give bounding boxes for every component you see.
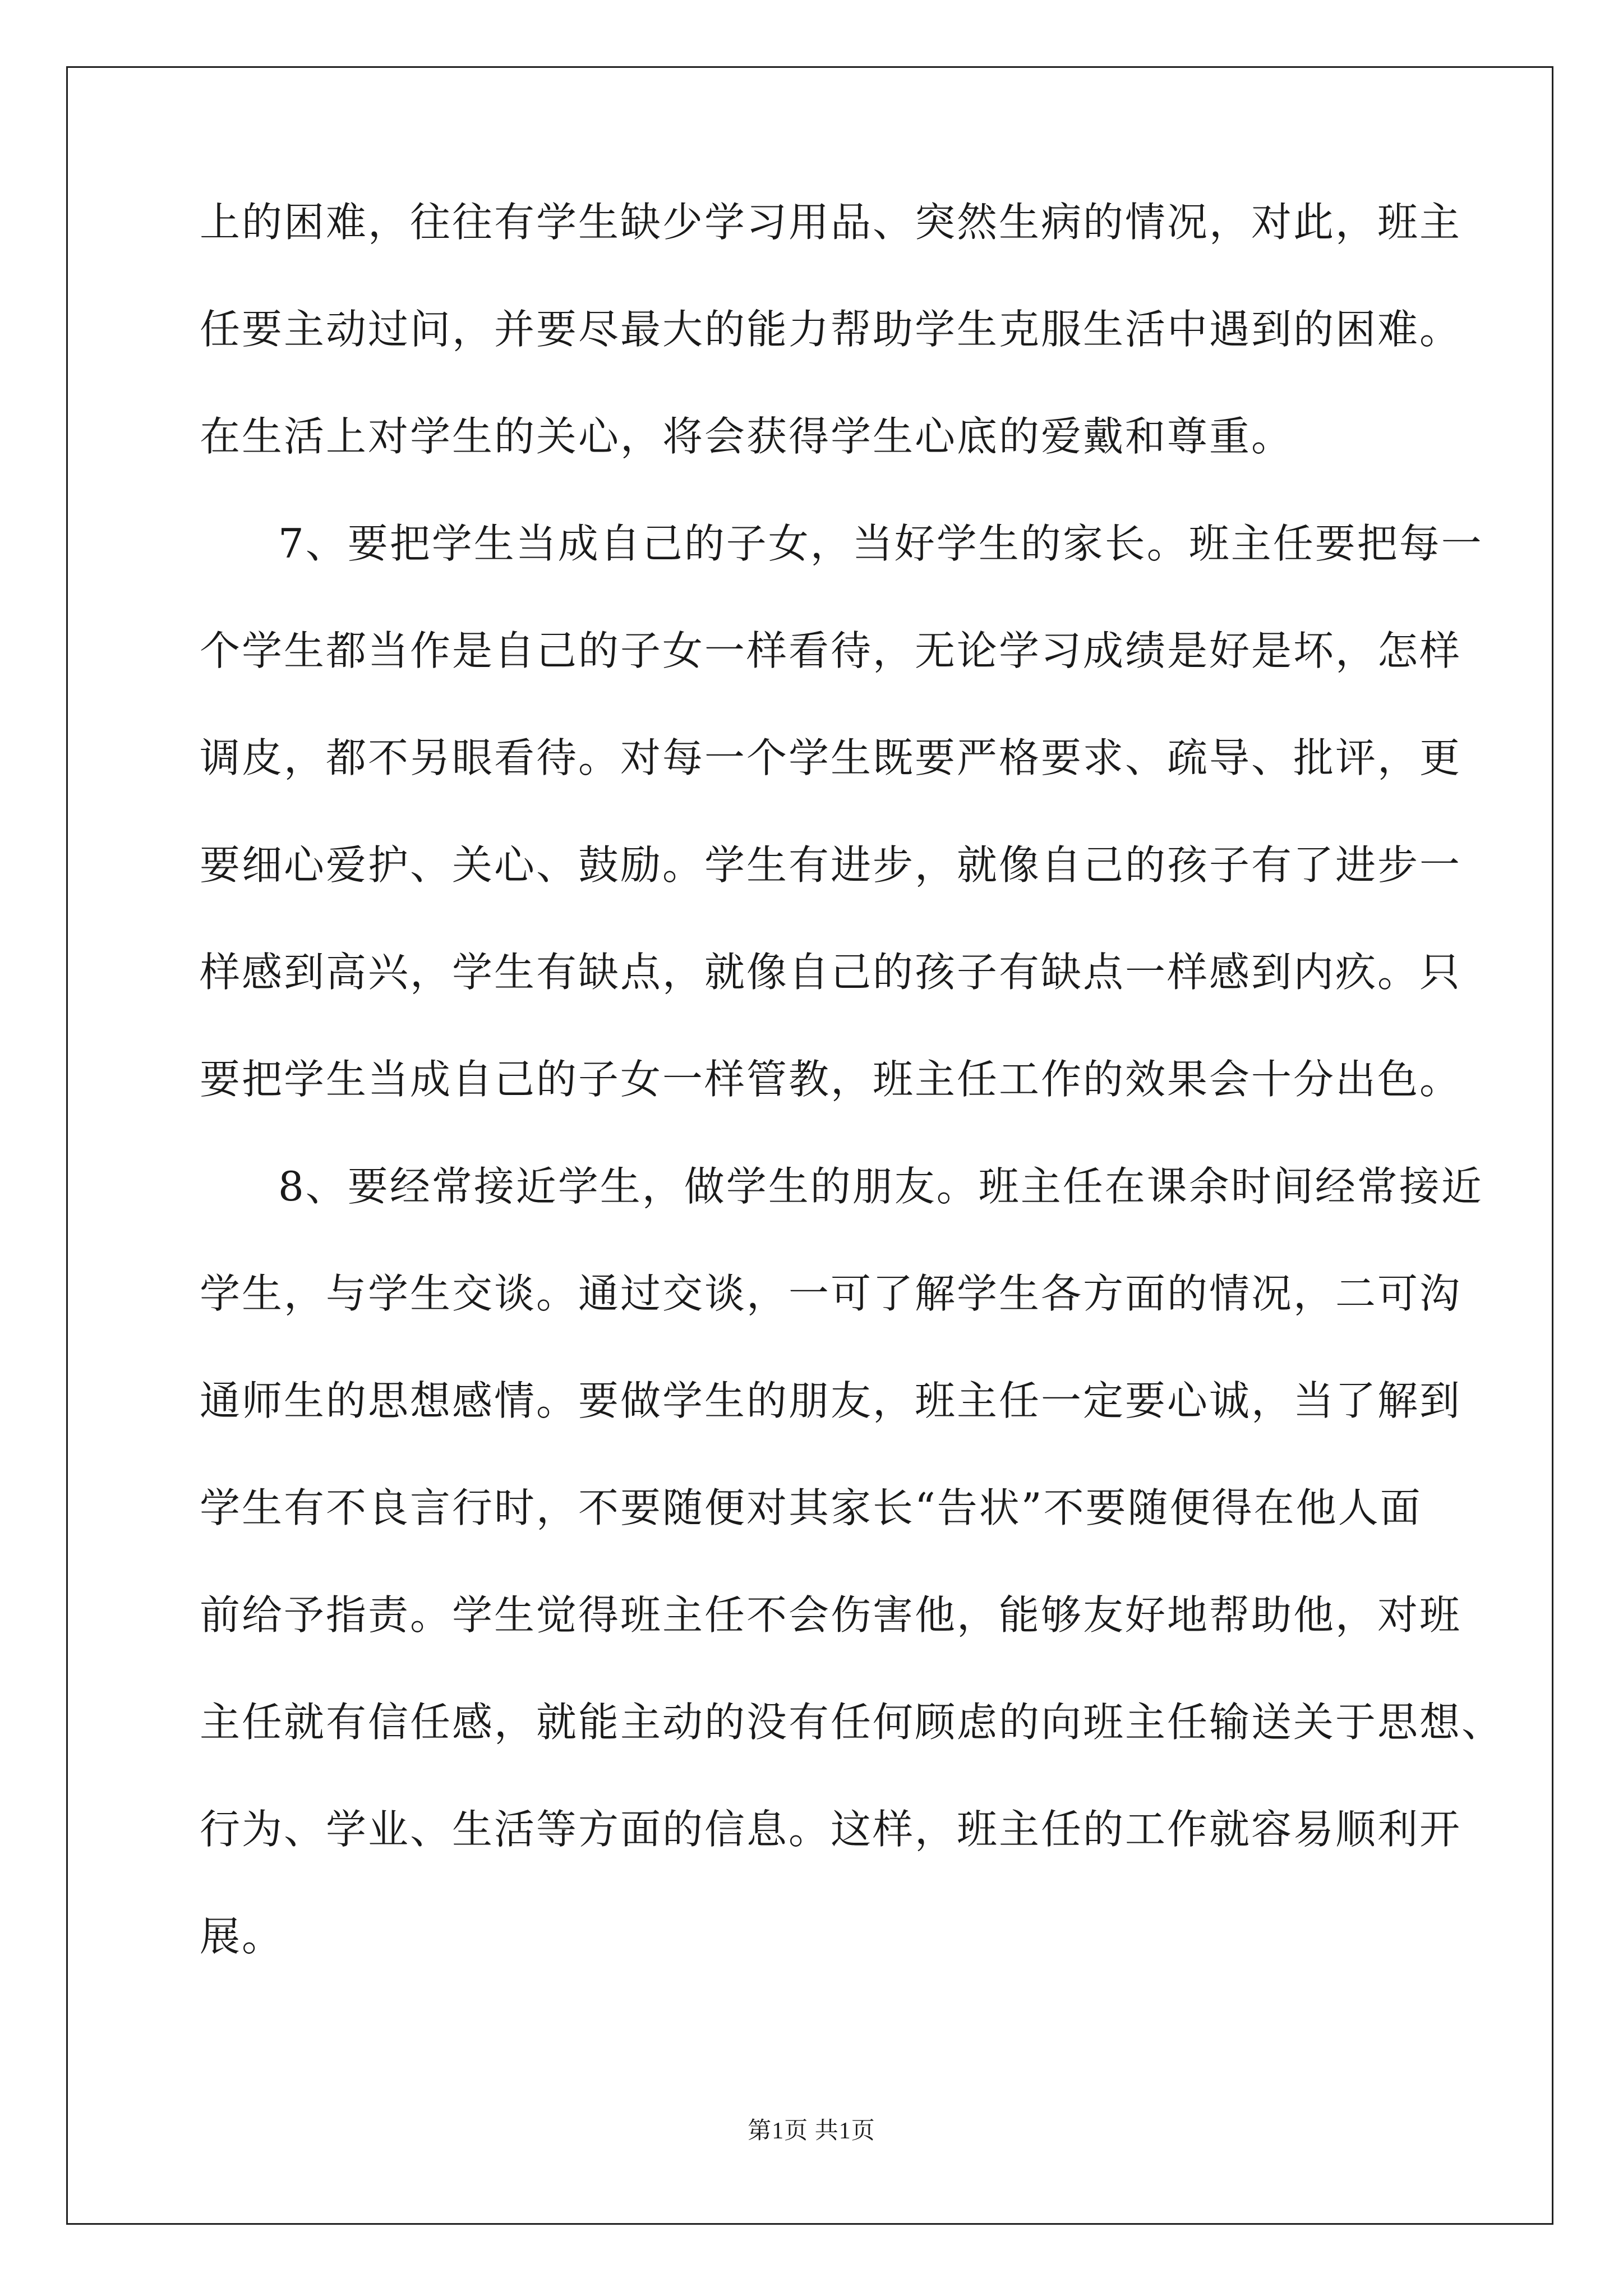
text-line: 学生有不良言行时，不要随便对其家长“告状”不要随便得在他人面 [200,1484,1422,1531]
text-line: 上的困难，往往有学生缺少学习用品、突然生病的情况，对此，班主 [200,199,1462,246]
page-number-footer: 第1页 共1页 [748,2118,875,2144]
paragraph-8-start: 8、要经常接近学生，做学生的朋友。班主任在课余时间经常接近 [278,1163,1483,1210]
text-line: 行为、学业、生活等方面的信息。这样，班主任的工作就容易顺利开 [200,1806,1462,1853]
paragraph-7-start: 7、要把学生当成自己的子女，当好学生的家长。班主任要把每一 [278,520,1483,567]
text-line: 调皮，都不另眼看待。对每一个学生既要严格要求、疏导、批评，更 [200,734,1462,781]
text-line: 前给予指责。学生觉得班主任不会伤害他，能够友好地帮助他，对班 [200,1591,1462,1639]
text-line: 样感到高兴，学生有缺点，就像自己的孩子有缺点一样感到内疚。只 [200,949,1462,996]
text-line: 主任就有信任感，就能主动的没有任何顾虑的向班主任输送关于思想、 [200,1699,1504,1746]
text-line: 要细心爱护、关心、鼓励。学生有进步，就像自己的孩子有了进步一 [200,841,1462,889]
text-line: 通师生的思想感情。要做学生的朋友，班主任一定要心诚，当了解到 [200,1377,1462,1424]
text-line: 学生，与学生交谈。通过交谈，一可了解学生各方面的情况，二可沟 [200,1270,1462,1317]
text-line: 个学生都当作是自己的子女一样看待，无论学习成绩是好是坏，怎样 [200,627,1462,674]
text-line: 任要主动过问，并要尽最大的能力帮助学生克服生活中遇到的困难。 [200,306,1462,353]
text-line: 要把学生当成自己的子女一样管教，班主任工作的效果会十分出色。 [200,1056,1462,1103]
text-line: 展。 [200,1913,284,1960]
document-body [200,199,1504,2023]
text-line: 在生活上对学生的关心，将会获得学生心底的爱戴和尊重。 [200,413,1294,460]
